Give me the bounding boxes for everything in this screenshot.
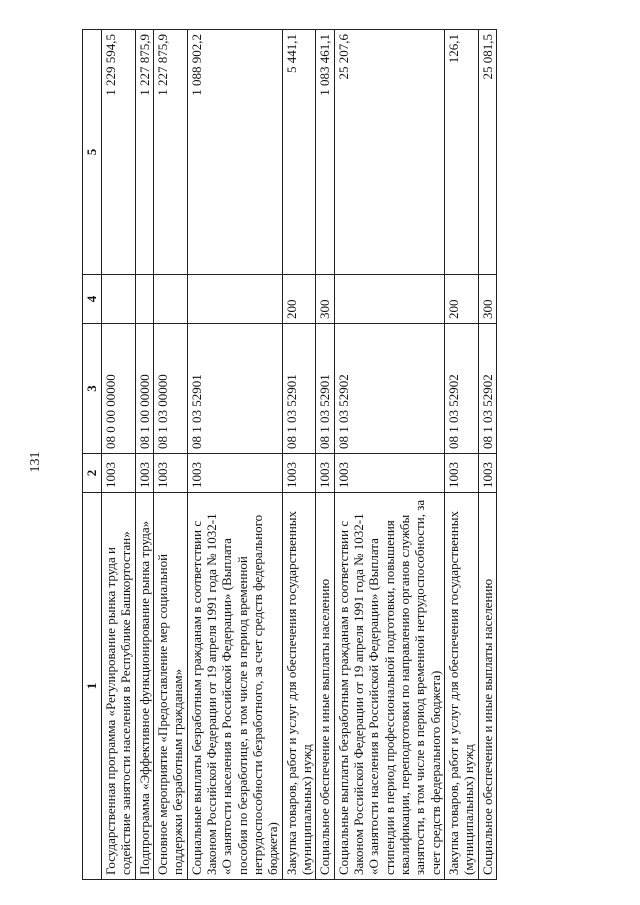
row-target-code: 08 1 03 52901 bbox=[316, 324, 334, 454]
header-col-3: 3 bbox=[83, 324, 102, 454]
row-expense-type: 300 bbox=[478, 275, 496, 324]
table-row bbox=[478, 30, 496, 880]
row-amount: 25 081,5 bbox=[478, 30, 496, 275]
table-row bbox=[135, 30, 153, 880]
row-target-code: 08 1 03 52901 bbox=[282, 324, 316, 454]
row-target-code: 08 1 00 00000 bbox=[135, 324, 153, 454]
table-row bbox=[444, 30, 478, 880]
table-body bbox=[102, 30, 497, 880]
row-target-code: 08 1 03 52902 bbox=[478, 324, 496, 454]
row-target-code: 08 1 03 52901 bbox=[187, 324, 282, 454]
row-amount: 126,1 bbox=[444, 30, 478, 275]
page-number: 131 bbox=[28, 451, 43, 473]
row-target-code: 08 0 00 00000 bbox=[102, 324, 136, 454]
row-name: Социальное обеспечение и иные выплаты населению bbox=[316, 493, 334, 880]
row-expense-type bbox=[187, 275, 282, 324]
table-row bbox=[282, 30, 316, 880]
header-col-5: 5 bbox=[83, 30, 102, 275]
row-expense-type bbox=[153, 275, 187, 324]
row-name: Государственная программа «Регулирование рынка труда и содействие занятости населения в Республике Башкортостан» bbox=[102, 493, 136, 880]
row-section-code: 1003 bbox=[153, 454, 187, 493]
row-name: Закупка товаров, работ и услуг для обеспечения государственных (муниципальных) нужд bbox=[282, 493, 316, 880]
row-expense-type: 300 bbox=[316, 275, 334, 324]
row-section-code: 1003 bbox=[478, 454, 496, 493]
row-amount: 1 088 902,2 bbox=[187, 30, 282, 275]
row-target-code: 08 1 03 52902 bbox=[444, 324, 478, 454]
row-expense-type: 200 bbox=[282, 275, 316, 324]
row-name: Социальные выплаты безработным гражданам в соответствии с Законом Российской Федерации от 19 апреля 1991 года № 1032-1 «О занятости населения в Российской Федерации» (Выплата стипендии в период профессиональной подготовки, повышения квалификации, переподготовки по направлению органов службы занятости, в том числе в период временной нетрудоспособности, за счет средств федерального бюджета) bbox=[334, 493, 444, 880]
row-expense-type bbox=[135, 275, 153, 324]
table-row bbox=[102, 30, 136, 880]
row-name: Основное мероприятие «Предоставление мер социальной поддержки безработным гражданам» bbox=[153, 493, 187, 880]
row-target-code: 08 1 03 00000 bbox=[153, 324, 187, 454]
header-row bbox=[83, 30, 102, 880]
budget-table bbox=[82, 29, 497, 880]
table-row bbox=[153, 30, 187, 880]
row-section-code: 1003 bbox=[187, 454, 282, 493]
row-expense-type bbox=[334, 275, 444, 324]
row-target-code: 08 1 03 52902 bbox=[334, 324, 444, 454]
row-section-code: 1003 bbox=[316, 454, 334, 493]
rotated-table-container bbox=[82, 30, 497, 880]
row-amount: 1 229 594,5 bbox=[102, 30, 136, 275]
row-name: Подпрограмма «Эффективное функционирование рынка труда» bbox=[135, 493, 153, 880]
header-col-2: 2 bbox=[83, 454, 102, 493]
row-name: Социальное обеспечение и иные выплаты населению bbox=[478, 493, 496, 880]
row-amount: 1 227 875,9 bbox=[153, 30, 187, 275]
header-col-1: 1 bbox=[83, 493, 102, 880]
table-row bbox=[187, 30, 282, 880]
row-expense-type bbox=[102, 275, 136, 324]
row-name: Социальные выплаты безработным гражданам в соответствии с Законом Российской Федерации от 19 апреля 1991 года № 1032-1 «О занятости населения в Российской Федерации» (Выплата пособия по безработице, в том числе в период временной нетрудоспособности безработного, за счет средств федерального бюджета) bbox=[187, 493, 282, 880]
table-row bbox=[334, 30, 444, 880]
row-amount: 1 227 875,9 bbox=[135, 30, 153, 275]
header-col-4: 4 bbox=[83, 275, 102, 324]
row-amount: 25 207,6 bbox=[334, 30, 444, 275]
row-section-code: 1003 bbox=[282, 454, 316, 493]
row-expense-type: 200 bbox=[444, 275, 478, 324]
row-section-code: 1003 bbox=[444, 454, 478, 493]
table-header bbox=[83, 30, 102, 880]
row-section-code: 1003 bbox=[135, 454, 153, 493]
row-section-code: 1003 bbox=[334, 454, 444, 493]
row-section-code: 1003 bbox=[102, 454, 136, 493]
row-amount: 1 083 461,1 bbox=[316, 30, 334, 275]
table-row bbox=[316, 30, 334, 880]
row-name: Закупка товаров, работ и услуг для обеспечения государственных (муниципальных) нужд bbox=[444, 493, 478, 880]
row-amount: 5 441,1 bbox=[282, 30, 316, 275]
